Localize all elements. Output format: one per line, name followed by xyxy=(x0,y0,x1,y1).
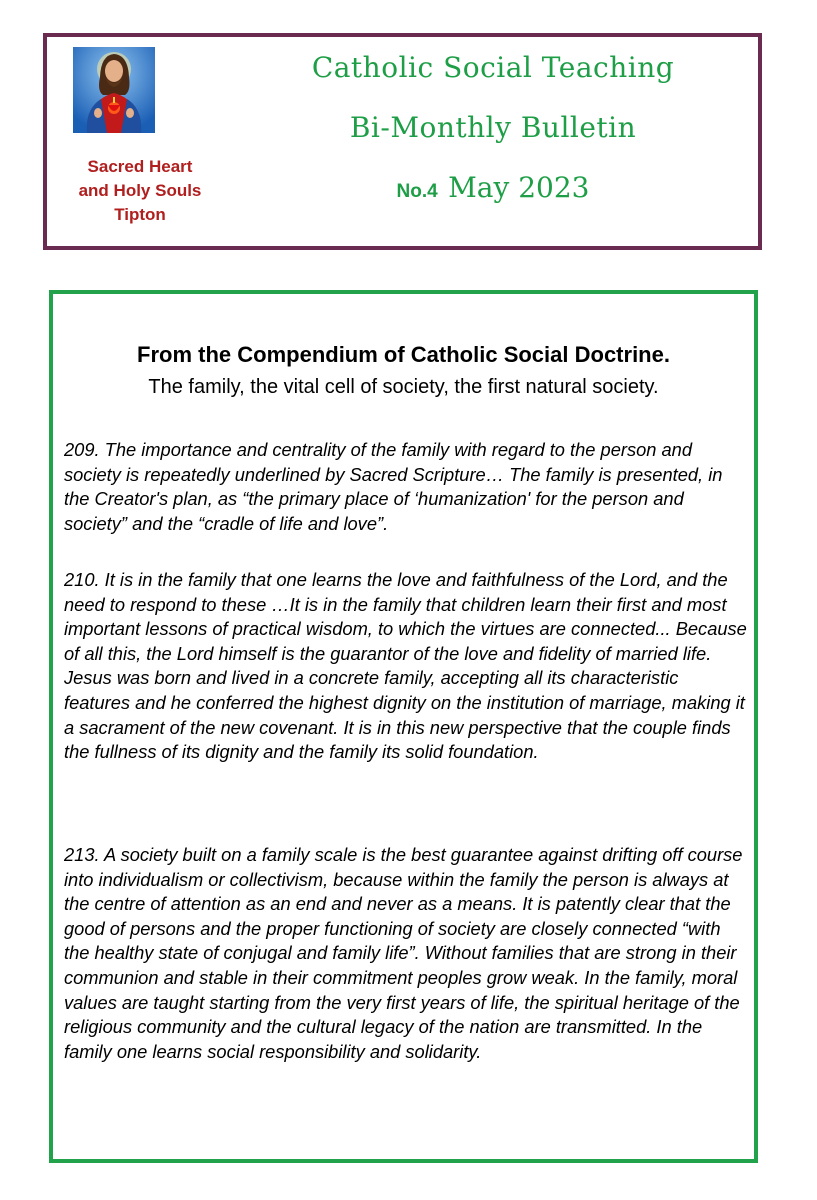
issue-line xyxy=(233,171,753,204)
sacred-heart-image xyxy=(73,47,155,133)
article-subheading: The family, the vital cell of society, the first natural society. xyxy=(148,376,659,398)
paragraph-213: 213. A society built on a family scale is the best guarantee against drifting off course into individualism or collectivism, because within the family the person is always at the centre of attention as an end and never as a means. It is patently clear that the good of persons and the proper functioning of society are closely connected “with the healthy state of conjugal and family life”. Without families that are strong in their communion and stable in their commitment peoples grow weak. In the family, moral values are taught starting from the very first years of life, the spiritual heritage of the religious community and the cultural legacy of the nation are transmitted. In the family one learns social responsibility and solidarity. xyxy=(64,844,743,1062)
parish-line-3: Tipton xyxy=(114,205,166,224)
article-heading: From the Compendium of Catholic Social Doctrine. xyxy=(137,342,670,367)
parish-line-1: Sacred Heart xyxy=(87,157,193,176)
bulletin-title: Catholic Social Teaching xyxy=(311,51,675,84)
bulletin-header xyxy=(43,33,762,250)
paragraph-210: 210. It is in the family that one learns the love and faithfulness of the Lord, and the need to respond to these …It is in the family that children learn their first and most important lessons of practical wisdom, to which the virtues are connected... Because of all this, the Lord himself is the guarantor of the love and fidelity of married life. Jesus was born and lived in a concrete family, accepting all its characteristic features and he conferred the highest dignity on the institution of marriage, making it a sacrament of the new covenant. It is in this new perspective that the couple finds the fullness of its dignity and the family its solid foundation. xyxy=(64,569,747,763)
bulletin-subtitle: Bi-Monthly Bulletin xyxy=(349,111,637,144)
paragraph-209: 209. The importance and centrality of the family with regard to the person and society is repeatedly underlined by Sacred Scripture… The family is presented, in the Creator's plan, as “the primary place of ‘humanization' for the person and society” and the “cradle of life and love”. xyxy=(64,439,723,534)
parish-line-2: and Holy Souls xyxy=(78,181,202,200)
sacred-heart-picture xyxy=(73,47,155,133)
parish-name xyxy=(47,155,233,227)
article-box xyxy=(49,290,758,1163)
issue-number: No.4 xyxy=(396,181,438,202)
issue-date: May 2023 xyxy=(448,171,590,204)
